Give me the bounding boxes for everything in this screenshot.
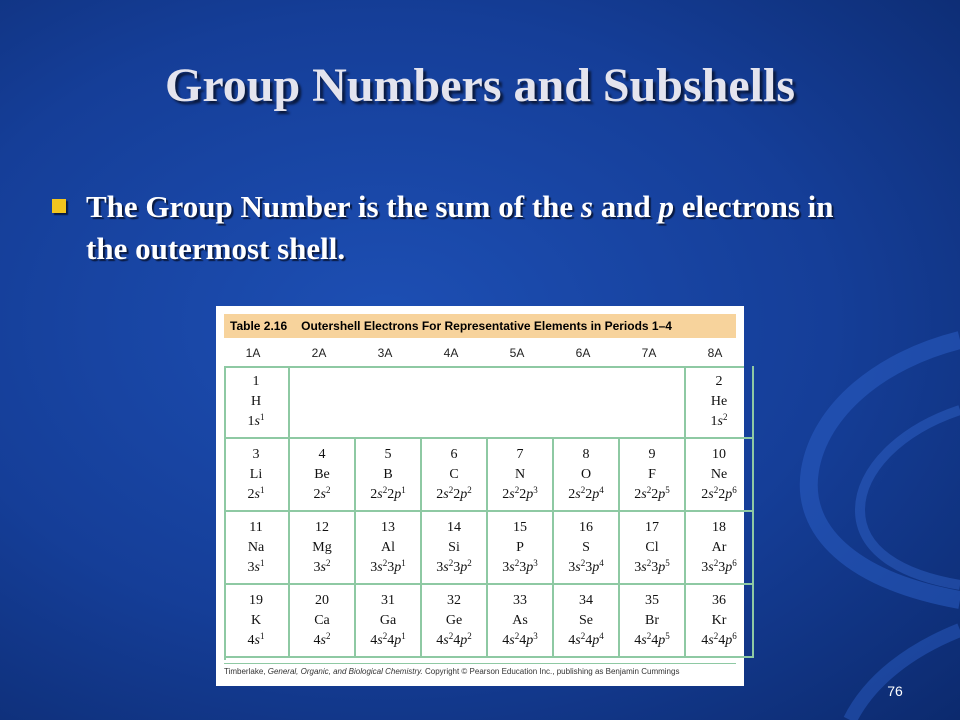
orbital-letter: s bbox=[509, 560, 515, 575]
shell-number: 2 bbox=[568, 487, 576, 502]
electron-count: 2 bbox=[325, 558, 331, 568]
table-footer-rule bbox=[224, 663, 736, 664]
orbital-letter: s bbox=[320, 560, 326, 575]
atomic-number: 20 bbox=[315, 593, 329, 608]
table-caption bbox=[224, 314, 736, 338]
group-header-7a: 7A bbox=[641, 346, 657, 360]
electron-count: 5 bbox=[665, 485, 670, 495]
electron-configuration bbox=[554, 631, 618, 651]
orbital-letter: s bbox=[443, 487, 449, 502]
electron-count: 2 bbox=[722, 412, 728, 422]
shell-number: 2 bbox=[651, 487, 659, 502]
bullet-text-part: and bbox=[592, 189, 659, 224]
element-symbol: Si bbox=[448, 540, 460, 555]
shell-number: 4 bbox=[701, 633, 709, 648]
electron-count: 2 bbox=[448, 485, 454, 495]
shell-number: 3 bbox=[701, 560, 709, 575]
electron-count: 4 bbox=[599, 631, 604, 641]
atomic-number: 36 bbox=[712, 593, 726, 608]
orbital-letter: s bbox=[641, 487, 647, 502]
element-cell-o bbox=[554, 439, 620, 512]
atomic-number: 13 bbox=[381, 520, 395, 535]
element-symbol: Cl bbox=[645, 540, 659, 555]
atomic-number: 3 bbox=[252, 447, 260, 462]
atomic-number: 4 bbox=[318, 447, 326, 462]
electron-configuration bbox=[356, 558, 420, 578]
electron-count: 2 bbox=[580, 558, 586, 568]
electron-count: 2 bbox=[646, 558, 652, 568]
atomic-number: 8 bbox=[582, 447, 590, 462]
group-header-5a: 5A bbox=[509, 346, 525, 360]
orbital-letter: s bbox=[254, 560, 260, 575]
shell-number: 3 bbox=[634, 560, 642, 575]
element-cell-mg bbox=[290, 512, 356, 585]
electron-configuration bbox=[224, 558, 288, 578]
orbital-letter: s bbox=[641, 560, 647, 575]
shell-number: 2 bbox=[718, 487, 726, 502]
orbital-letter: p bbox=[658, 560, 666, 575]
shell-number: 3 bbox=[568, 560, 576, 575]
element-cell-ar bbox=[686, 512, 754, 585]
shell-number: 2 bbox=[247, 487, 255, 502]
table-caption-text: Outershell Electrons For Representative Elements in Periods 1–4 bbox=[301, 319, 672, 333]
element-cell-s bbox=[554, 512, 620, 585]
electron-count: 2 bbox=[382, 558, 388, 568]
element-symbol: Br bbox=[645, 613, 659, 628]
orbital-letter: s bbox=[320, 487, 326, 502]
orbital-letter: s bbox=[320, 633, 326, 648]
element-cell-ca bbox=[290, 585, 356, 658]
element-symbol: Ca bbox=[314, 613, 330, 628]
electron-count: 3 bbox=[533, 558, 538, 568]
electron-configuration bbox=[488, 485, 552, 505]
orbital-letter: s bbox=[708, 633, 714, 648]
element-symbol: Ar bbox=[711, 540, 727, 555]
electron-count: 2 bbox=[646, 631, 652, 641]
credit-part: Copyright © Pearson Education Inc., publishing as Benjamin Cummings bbox=[422, 667, 680, 676]
orbital-letter: p bbox=[592, 560, 600, 575]
element-symbol: As bbox=[512, 613, 528, 628]
slide-title: Group Numbers and Subshells bbox=[165, 59, 795, 112]
electron-count: 2 bbox=[382, 631, 388, 641]
shell-number: 4 bbox=[387, 633, 395, 648]
element-cell-si bbox=[422, 512, 488, 585]
element-symbol: Ne bbox=[710, 467, 728, 482]
atomic-number: 10 bbox=[712, 447, 726, 462]
element-cell-c bbox=[422, 439, 488, 512]
orbital-letter: p bbox=[526, 487, 534, 502]
atomic-number: 35 bbox=[645, 593, 659, 608]
electron-configuration bbox=[554, 485, 618, 505]
atomic-number: 5 bbox=[384, 447, 392, 462]
electron-configuration bbox=[686, 558, 752, 578]
group-header-1a: 1A bbox=[245, 346, 261, 360]
electron-count: 2 bbox=[514, 631, 520, 641]
atomic-number: 32 bbox=[447, 593, 461, 608]
element-cell-as bbox=[488, 585, 554, 658]
electron-count: 1 bbox=[259, 412, 265, 422]
electron-count: 2 bbox=[325, 631, 331, 641]
element-cell-ge bbox=[422, 585, 488, 658]
atomic-number: 18 bbox=[712, 520, 726, 535]
orbital-letter: s bbox=[708, 487, 714, 502]
shell-number: 2 bbox=[585, 487, 593, 502]
electron-configuration bbox=[224, 631, 288, 651]
orbital-letter: s bbox=[377, 633, 383, 648]
element-symbol: B bbox=[383, 467, 393, 482]
shell-number: 4 bbox=[313, 633, 321, 648]
bullet-text-s-italic: s bbox=[580, 189, 593, 224]
shell-number: 2 bbox=[701, 487, 709, 502]
electron-count: 2 bbox=[467, 485, 472, 495]
element-cell-li bbox=[224, 439, 290, 512]
shell-number: 2 bbox=[436, 487, 444, 502]
electron-count: 2 bbox=[514, 485, 520, 495]
credit-part: Timberlake, bbox=[224, 667, 268, 676]
electron-count: 2 bbox=[467, 631, 472, 641]
shell-number: 3 bbox=[651, 560, 659, 575]
empty-middle-block bbox=[290, 366, 686, 439]
orbital-letter: s bbox=[377, 560, 383, 575]
shell-number: 1 bbox=[247, 414, 255, 429]
shell-number: 4 bbox=[453, 633, 461, 648]
group-header-8a: 8A bbox=[707, 346, 723, 360]
atomic-number: 17 bbox=[645, 520, 659, 535]
orbital-letter: p bbox=[725, 560, 733, 575]
electron-configuration bbox=[356, 631, 420, 651]
shell-number: 3 bbox=[436, 560, 444, 575]
orbital-letter: p bbox=[592, 633, 600, 648]
shell-number: 2 bbox=[370, 487, 378, 502]
orbital-letter: p bbox=[725, 633, 733, 648]
shell-number: 4 bbox=[370, 633, 378, 648]
shell-number: 3 bbox=[370, 560, 378, 575]
orbital-letter: p bbox=[460, 560, 468, 575]
electron-configuration bbox=[290, 485, 354, 505]
group-header-6a: 6A bbox=[575, 346, 591, 360]
orbital-letter: s bbox=[708, 560, 714, 575]
element-cell-b bbox=[356, 439, 422, 512]
electron-configuration bbox=[290, 631, 354, 651]
element-grid bbox=[224, 366, 744, 664]
atomic-number: 34 bbox=[579, 593, 593, 608]
bullet-text bbox=[86, 186, 870, 270]
orbital-letter: p bbox=[394, 560, 402, 575]
electron-count: 6 bbox=[732, 631, 737, 641]
electron-count: 2 bbox=[467, 558, 472, 568]
orbital-letter: p bbox=[394, 487, 402, 502]
bullet-text-part: electrons in the outermost shell. bbox=[86, 189, 834, 266]
shell-number: 4 bbox=[436, 633, 444, 648]
orbital-letter: p bbox=[460, 487, 468, 502]
bullet-text-p-italic: p bbox=[658, 189, 674, 224]
electron-configuration bbox=[290, 558, 354, 578]
orbital-letter: p bbox=[526, 560, 534, 575]
group-header-2a: 2A bbox=[311, 346, 327, 360]
electron-count: 1 bbox=[401, 558, 406, 568]
electron-count: 2 bbox=[448, 558, 454, 568]
electron-count: 1 bbox=[259, 485, 265, 495]
credit-book-title: General, Organic, and Biological Chemistry. bbox=[267, 667, 423, 676]
element-cell-br bbox=[620, 585, 686, 658]
electron-count: 2 bbox=[325, 485, 331, 495]
shell-number: 2 bbox=[502, 487, 510, 502]
orbital-letter: p bbox=[526, 633, 534, 648]
element-symbol: P bbox=[516, 540, 524, 555]
element-symbol: Se bbox=[579, 613, 593, 628]
shell-number: 3 bbox=[585, 560, 593, 575]
element-symbol: Al bbox=[381, 540, 395, 555]
electron-configuration bbox=[422, 485, 486, 505]
electron-count: 2 bbox=[514, 558, 520, 568]
electron-count: 2 bbox=[448, 631, 454, 641]
electron-count: 1 bbox=[401, 631, 406, 641]
electron-configuration bbox=[422, 558, 486, 578]
electron-configuration bbox=[488, 558, 552, 578]
element-cell-be bbox=[290, 439, 356, 512]
orbital-letter: s bbox=[641, 633, 647, 648]
atomic-number: 11 bbox=[249, 520, 263, 535]
orbital-letter: p bbox=[394, 633, 402, 648]
shell-number: 3 bbox=[718, 560, 726, 575]
element-cell-se bbox=[554, 585, 620, 658]
element-symbol: S bbox=[582, 540, 590, 555]
element-symbol: F bbox=[648, 467, 656, 482]
electron-count: 4 bbox=[599, 485, 604, 495]
element-cell-cl bbox=[620, 512, 686, 585]
shell-number: 4 bbox=[519, 633, 527, 648]
atomic-number: 19 bbox=[249, 593, 263, 608]
atomic-number: 6 bbox=[450, 447, 458, 462]
group-header-row bbox=[224, 346, 744, 366]
shell-number: 2 bbox=[453, 487, 461, 502]
electron-count: 4 bbox=[599, 558, 604, 568]
element-cell-na bbox=[224, 512, 290, 585]
electron-count: 3 bbox=[533, 485, 538, 495]
electron-configuration bbox=[422, 631, 486, 651]
orbital-letter: p bbox=[592, 487, 600, 502]
table-credit bbox=[224, 667, 740, 676]
element-symbol: He bbox=[710, 394, 728, 409]
group-header-4a: 4A bbox=[443, 346, 459, 360]
shell-number: 4 bbox=[247, 633, 255, 648]
shell-number: 4 bbox=[634, 633, 642, 648]
atomic-number: 33 bbox=[513, 593, 527, 608]
orbital-letter: s bbox=[443, 560, 449, 575]
element-cell-p bbox=[488, 512, 554, 585]
electron-count: 2 bbox=[382, 485, 388, 495]
electron-count: 1 bbox=[259, 558, 265, 568]
shell-number: 2 bbox=[387, 487, 395, 502]
electron-configuration bbox=[488, 631, 552, 651]
bullet-text-part: The Group Number is the sum of the bbox=[86, 189, 581, 224]
element-cell-f bbox=[620, 439, 686, 512]
shell-number: 4 bbox=[585, 633, 593, 648]
electron-count: 2 bbox=[580, 631, 586, 641]
bullet-item bbox=[50, 186, 870, 270]
element-cell-ga bbox=[356, 585, 422, 658]
orbital-letter: p bbox=[725, 487, 733, 502]
orbital-letter: s bbox=[575, 487, 581, 502]
shell-number: 2 bbox=[519, 487, 527, 502]
group-header-3a: 3A bbox=[377, 346, 393, 360]
shell-number: 4 bbox=[651, 633, 659, 648]
electron-count: 1 bbox=[401, 485, 406, 495]
orbital-letter: s bbox=[509, 487, 515, 502]
orbital-letter: s bbox=[443, 633, 449, 648]
orbital-letter: s bbox=[575, 633, 581, 648]
element-cell-h bbox=[224, 366, 290, 439]
shell-number: 4 bbox=[502, 633, 510, 648]
element-symbol: C bbox=[449, 467, 459, 482]
element-symbol: Kr bbox=[711, 613, 727, 628]
orbital-letter: s bbox=[575, 560, 581, 575]
shell-number: 3 bbox=[453, 560, 461, 575]
element-symbol: Be bbox=[314, 467, 330, 482]
shell-number: 4 bbox=[568, 633, 576, 648]
orbital-letter: s bbox=[717, 414, 723, 429]
atomic-number: 15 bbox=[513, 520, 527, 535]
bullet-square-icon bbox=[52, 199, 66, 213]
element-symbol: N bbox=[514, 467, 526, 482]
electron-count: 3 bbox=[533, 631, 538, 641]
atomic-number: 14 bbox=[447, 520, 461, 535]
element-symbol: Ga bbox=[379, 613, 397, 628]
electron-configuration bbox=[620, 485, 684, 505]
electron-count: 2 bbox=[646, 485, 652, 495]
table-figure bbox=[216, 306, 744, 686]
shell-number: 2 bbox=[313, 487, 321, 502]
element-cell-n bbox=[488, 439, 554, 512]
orbital-letter: p bbox=[658, 487, 666, 502]
atomic-number: 9 bbox=[648, 447, 656, 462]
electron-configuration bbox=[620, 631, 684, 651]
shell-number: 3 bbox=[313, 560, 321, 575]
element-symbol: K bbox=[250, 613, 262, 628]
orbital-letter: s bbox=[254, 487, 260, 502]
electron-configuration bbox=[554, 558, 618, 578]
electron-count: 6 bbox=[732, 485, 737, 495]
orbital-letter: s bbox=[254, 414, 260, 429]
shell-number: 3 bbox=[502, 560, 510, 575]
table-caption-number: Table 2.16 bbox=[230, 319, 288, 333]
shell-number: 4 bbox=[718, 633, 726, 648]
element-cell-he bbox=[686, 366, 754, 439]
element-symbol: Li bbox=[249, 467, 263, 482]
electron-configuration bbox=[356, 485, 420, 505]
shell-number: 3 bbox=[519, 560, 527, 575]
page-number: 76 bbox=[887, 683, 903, 699]
atomic-number: 12 bbox=[315, 520, 329, 535]
electron-count: 2 bbox=[713, 485, 719, 495]
shell-number: 3 bbox=[247, 560, 255, 575]
electron-count: 5 bbox=[665, 631, 670, 641]
electron-count: 6 bbox=[732, 558, 737, 568]
electron-count: 2 bbox=[713, 631, 719, 641]
electron-configuration bbox=[686, 412, 752, 432]
element-cell-ne bbox=[686, 439, 754, 512]
orbital-letter: p bbox=[658, 633, 666, 648]
shell-number: 2 bbox=[634, 487, 642, 502]
atomic-number: 31 bbox=[381, 593, 395, 608]
atomic-number: 16 bbox=[579, 520, 593, 535]
electron-configuration bbox=[224, 485, 288, 505]
element-symbol: Ge bbox=[445, 613, 463, 628]
element-cell-kr bbox=[686, 585, 754, 658]
element-symbol: O bbox=[580, 467, 592, 482]
electron-count: 5 bbox=[665, 558, 670, 568]
element-cell-al bbox=[356, 512, 422, 585]
shell-number: 3 bbox=[387, 560, 395, 575]
element-cell-k bbox=[224, 585, 290, 658]
electron-count: 2 bbox=[580, 485, 586, 495]
element-symbol: H bbox=[250, 394, 262, 409]
electron-configuration bbox=[620, 558, 684, 578]
electron-count: 2 bbox=[713, 558, 719, 568]
shell-number: 1 bbox=[710, 414, 718, 429]
atomic-number: 1 bbox=[252, 374, 260, 389]
electron-count: 1 bbox=[259, 631, 265, 641]
element-symbol: Na bbox=[247, 540, 265, 555]
orbital-letter: s bbox=[377, 487, 383, 502]
electron-configuration bbox=[686, 631, 752, 651]
electron-configuration bbox=[224, 412, 288, 432]
orbital-letter: p bbox=[460, 633, 468, 648]
electron-configuration bbox=[686, 485, 752, 505]
atomic-number: 2 bbox=[715, 374, 723, 389]
element-symbol: Mg bbox=[312, 540, 332, 555]
orbital-letter: s bbox=[254, 633, 260, 648]
orbital-letter: s bbox=[509, 633, 515, 648]
atomic-number: 7 bbox=[516, 447, 524, 462]
